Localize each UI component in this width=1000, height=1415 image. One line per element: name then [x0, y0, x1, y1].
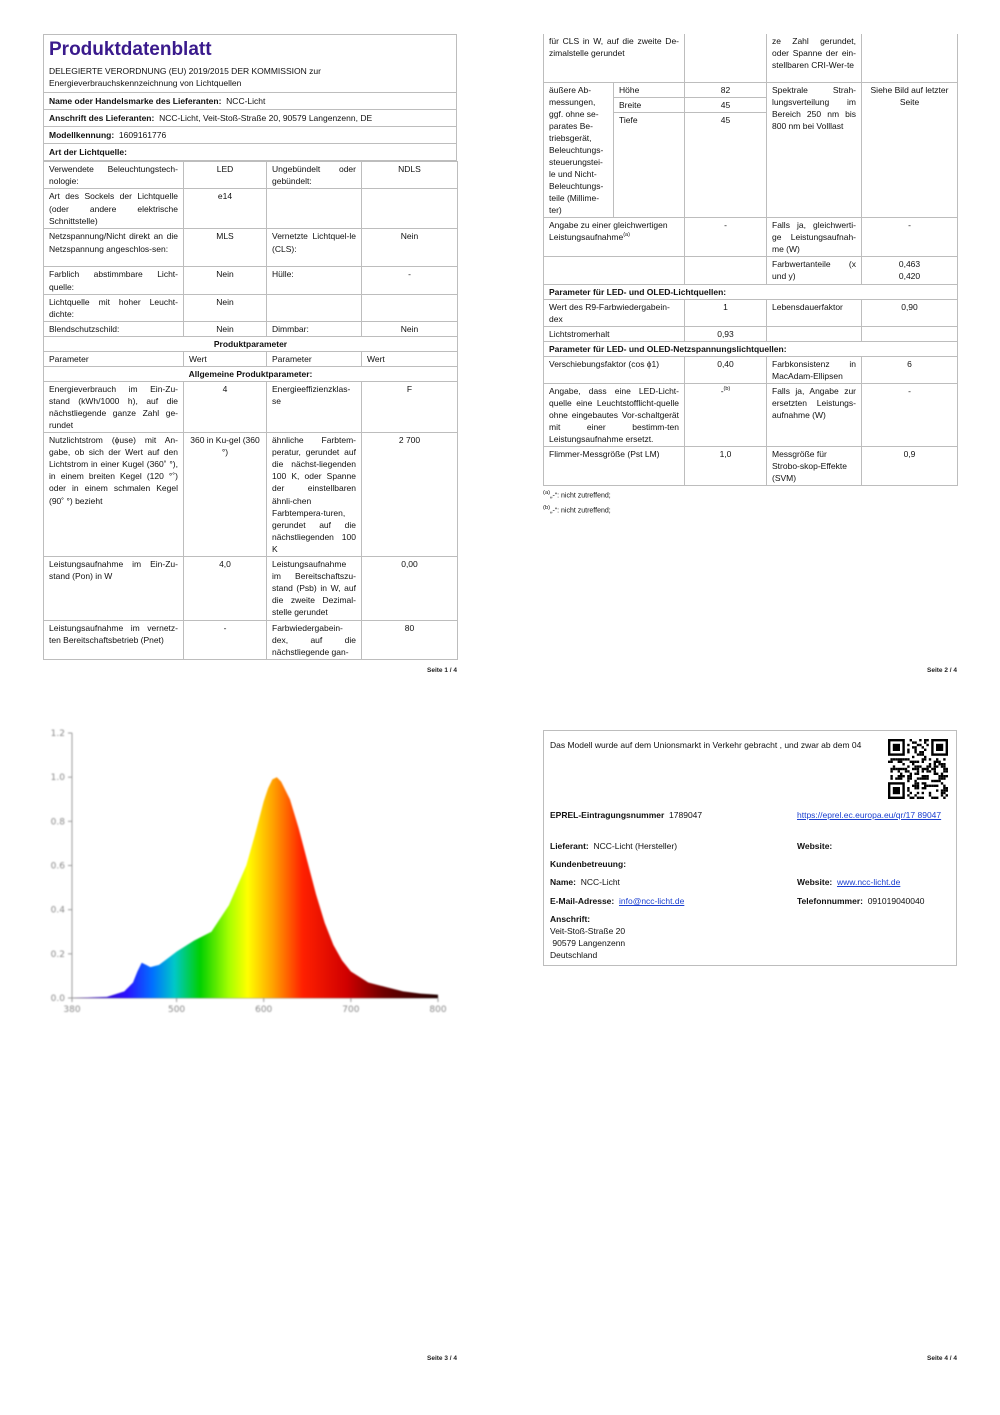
y-tick-label: 0.0	[50, 994, 65, 1004]
general-cell-value: 4	[184, 381, 267, 432]
equiv-power-label	[544, 218, 685, 257]
depth-label: Tiefe	[614, 113, 685, 218]
type-cell-value: NDLS	[362, 162, 458, 189]
spectrum-chart	[38, 725, 448, 1020]
model-id: 1609161776	[118, 130, 167, 141]
supplier-row	[550, 840, 677, 852]
page-number-4: Seite 4 / 4	[927, 1355, 957, 1362]
macadam-value: 6	[862, 356, 958, 383]
general-cell-label: ähnliche Farbtem-peratur, gerundet auf die nächst-liegenden 100 K, oder Spanne der einstellbaren ähnli-chen Farbtempera-turen, gerundet auf die nächstliegenden 100 K	[267, 433, 362, 557]
mains-section-heading: Parameter für LED- und OLED-Netzspannungslichtquellen:	[544, 341, 958, 356]
y-tick-label: 0.8	[50, 817, 65, 828]
equiv-power-right-value: -	[862, 218, 958, 257]
cls-standby-label: für CLS in W, auf die zweite De-zimalstelle gerundet	[544, 34, 685, 82]
name-row	[550, 876, 620, 888]
type-cell-value	[362, 294, 458, 321]
general-cell-label: Leistungsaufnahme im vernetz-ten Bereitschaftsbetrieb (Pnet)	[44, 620, 184, 659]
equiv-power-value: -	[685, 218, 767, 257]
supplier-value: NCC-Licht (Hersteller)	[593, 841, 678, 851]
power-factor-label: Verschiebungsfaktor (cos ϕ1)	[544, 356, 685, 383]
cri-value-cont	[862, 34, 958, 82]
eprel-link[interactable]: https://eprel.ec.europa.eu/qr/17 89047	[797, 810, 942, 820]
general-cell-value: 0,00	[362, 557, 458, 620]
y-tick-label: 1.2	[50, 729, 65, 739]
replacement-right-value: -	[862, 383, 958, 446]
type-cell-value: Nein	[184, 294, 267, 321]
y-tick-label: 0.2	[50, 949, 65, 960]
qr-code-icon[interactable]	[888, 739, 948, 799]
email-link[interactable]: info@ncc-licht.de	[618, 896, 685, 906]
email-row	[550, 895, 684, 907]
website2-link[interactable]: www.ncc-licht.de	[837, 877, 901, 887]
equiv-power-text: Angabe zu einer gleichwertigen Leistungsaufnahme	[549, 220, 668, 243]
page-number-1: Seite 1 / 4	[427, 667, 457, 674]
type-cell-label: Hülle:	[267, 267, 362, 294]
width-value: 45	[685, 97, 767, 112]
col-header-value-2: Wert	[362, 351, 458, 366]
general-cell-label: Energieeffizienzklas-se	[267, 381, 362, 432]
general-cell-value: F	[362, 381, 458, 432]
chroma-empty-value	[685, 257, 767, 284]
email-label: E-Mail-Adresse:	[550, 896, 615, 906]
lifetime-label: Lebensdauerfaktor	[767, 299, 862, 326]
width-label: Breite	[614, 97, 685, 112]
equiv-power-sup: (a)	[623, 232, 630, 239]
general-row	[44, 381, 458, 432]
svm-value: 0,9	[862, 447, 958, 486]
page-2	[543, 34, 957, 518]
header-block	[43, 34, 457, 161]
eprel-row	[550, 809, 702, 821]
cls-standby-value	[685, 34, 767, 82]
type-cell-label: Blendschutzschild:	[44, 321, 184, 336]
flux-maintenance-value: 0,93	[685, 326, 767, 341]
light-source-type-label: Art der Lichtquelle:	[44, 144, 456, 161]
document-title: Produktdatenblatt	[49, 39, 212, 60]
power-factor-value: 0,40	[685, 356, 767, 383]
type-cell-label	[267, 189, 362, 229]
address-line-2: 90579 Langenzenn	[550, 938, 626, 948]
y-tick-label: 1.0	[50, 773, 65, 784]
svm-label: Messgröße für Strobo-skop-Effekte (SVM)	[767, 447, 862, 486]
x-tick-label: 700	[342, 1005, 360, 1015]
website2-label: Website:	[797, 877, 833, 887]
supplier-address-label: Anschrift des Lieferanten:	[49, 113, 155, 124]
chroma-x: 0,463	[898, 259, 921, 270]
general-row	[44, 557, 458, 620]
phone-value: 091019040040	[867, 896, 925, 906]
general-cell-value: 360 in Ku-gel (360 °)	[184, 433, 267, 557]
spectrum-svg	[38, 725, 448, 1020]
replacement-dash: -	[720, 385, 724, 396]
dimensions-label: äußere Ab-messungen, ggf. ohne se-parates Be-triebsgerät, Beleuchtungs-steuerungstei-le und Nicht-Beleuchtungs-teile (Millime-ter)	[544, 82, 614, 218]
name-label: Name:	[550, 877, 576, 887]
flicker-value: 1,0	[685, 447, 767, 486]
replacement-label: Angabe, dass eine LED-Licht-quelle eine Leuchtstofflicht-quelle ohne eingebautes Vor-schaltgerät mit einer bestimm-ten Leistungsaufnahme ersetzt.	[544, 383, 685, 446]
general-cell-value: -	[184, 620, 267, 659]
supplier-name: NCC-Licht	[226, 96, 266, 107]
type-cell-label: Ungebündelt oder gebündelt:	[267, 162, 362, 189]
product-params-heading: Produktparameter	[44, 336, 458, 351]
type-cell-value: Nein	[184, 321, 267, 336]
lifetime-value: 0,90	[862, 299, 958, 326]
chroma-value	[862, 257, 958, 284]
x-tick-label: 600	[255, 1005, 273, 1015]
equiv-power-right-label: Falls ja, gleichwerti-ge Leistungsaufnah-me (W)	[767, 218, 862, 257]
replacement-right-label: Falls ja, Angabe zur ersetzten Leistungs-aufnahme (W)	[767, 383, 862, 446]
general-cell-value: 2 700	[362, 433, 458, 557]
spectrum-area	[72, 777, 438, 998]
params-continued-table	[543, 34, 958, 486]
page-number-2: Seite 2 / 4	[927, 667, 957, 674]
type-row	[44, 229, 458, 267]
phone-label: Telefonnummer:	[797, 896, 863, 906]
x-tick-label: 380	[63, 1005, 81, 1015]
type-cell-value	[362, 189, 458, 229]
height-label: Höhe	[614, 82, 685, 97]
type-row	[44, 267, 458, 294]
general-row	[44, 433, 458, 557]
type-cell-value: e14	[184, 189, 267, 229]
website-label: Website:	[797, 841, 833, 851]
market-text: Das Modell wurde auf dem Unionsmarkt in Verkehr gebracht , und zwar ab dem 04	[550, 740, 862, 750]
page-4	[543, 730, 957, 966]
macadam-label: Farbkonsistenz in MacAdam-Ellipsen	[767, 356, 862, 383]
supplier-name-label: Name oder Handelsmarke des Lieferanten:	[49, 96, 222, 107]
page-number-3: Seite 3 / 4	[427, 1355, 457, 1362]
col-header-param-2: Parameter	[267, 351, 362, 366]
r9-label: Wert des R9-Farbwiedergabein-dex	[544, 299, 685, 326]
chroma-empty	[544, 257, 685, 284]
y-tick-label: 0.6	[50, 861, 65, 872]
general-cell-label: Leistungsaufnahme im Ein-Zu-stand (Pon) in W	[44, 557, 184, 620]
spectral-value: Siehe Bild auf letzter Seite	[862, 82, 958, 218]
general-cell-label: Nutzlichtstrom (ϕuse) mit An-gabe, ob sich der Wert auf den Lichtstrom in einer Kugel (360˚ °), in einem breiten Kegel (120 °˚) oder in einem schmalen Kegel (90˚ °) bezieht	[44, 433, 184, 557]
name-value: NCC-Licht	[580, 877, 620, 887]
eprel-label: EPREL-Eintragungsnummer	[550, 810, 665, 820]
general-cell-label: Leistungsaufnahme im Bereitschaftszu-stand (Psb) in W, auf die zweite Dezimal-stelle gerundet	[267, 557, 362, 620]
type-cell-value: LED	[184, 162, 267, 189]
general-cell-value: 80	[362, 620, 458, 659]
replacement-value	[685, 383, 767, 446]
type-cell-label: Art des Sockels der Lichtquelle (oder andere elektrische Schnittstelle)	[44, 189, 184, 229]
y-tick-label: 0.4	[50, 905, 65, 916]
website2-row	[797, 876, 900, 888]
col-header-param-1: Parameter	[44, 351, 184, 366]
footnote-b: $^{(b)}$„-“: nicht zutreffend;	[543, 504, 611, 515]
flux-maintenance-empty-value	[862, 326, 958, 341]
model-label: Modellkennung:	[49, 130, 115, 141]
flicker-label: Flimmer-Messgröße (Pst LM)	[544, 447, 685, 486]
depth-value: 45	[685, 113, 767, 218]
type-cell-label	[267, 294, 362, 321]
type-cell-label: Netzspannung/Nicht direkt an die Netzspannung angeschlos-sen:	[44, 229, 184, 267]
type-cell-value: MLS	[184, 229, 267, 267]
replacement-sup: (b)	[723, 386, 731, 393]
light-source-type-table	[43, 161, 458, 659]
general-params-heading: Allgemeine Produktparameter:	[44, 366, 458, 381]
chroma-y: 0,420	[898, 271, 921, 282]
led-section-heading: Parameter für LED- und OLED-Lichtquellen:	[544, 284, 958, 299]
supplier-label: Lieferant:	[550, 841, 589, 851]
type-cell-label: Lichtquelle mit hoher Leucht-dichte:	[44, 294, 184, 321]
phone-row	[797, 895, 924, 907]
chroma-label: Farbwertanteile (x und y)	[767, 257, 862, 284]
type-row	[44, 189, 458, 229]
type-row	[44, 321, 458, 336]
flux-maintenance-label: Lichtstromerhalt	[544, 326, 685, 341]
type-row	[44, 294, 458, 321]
address-label: Anschrift:	[550, 914, 591, 924]
type-cell-label: Dimmbar:	[267, 321, 362, 336]
eprel-value: 1789047	[669, 810, 703, 820]
r9-value: 1	[685, 299, 767, 326]
regulation-text: DELEGIERTE VERORDNUNG (EU) 2019/2015 DER KOMMISSION zur Energieverbrauchskennzeichnung von Lichtquellen	[44, 65, 456, 93]
type-cell-value: Nein	[362, 321, 458, 336]
x-tick-label: 500	[167, 1005, 186, 1015]
footnote-a: $^{(a)}$„-“: nicht zutreffend;	[543, 490, 611, 500]
type-cell-value: Nein	[362, 229, 458, 267]
x-tick-label: 800	[429, 1005, 447, 1015]
footnotes	[543, 489, 957, 516]
type-cell-value: Nein	[184, 267, 267, 294]
type-cell-label: Verwendete Beleuchtungstech-nologie:	[44, 162, 184, 189]
support-label: Kundenbetreuung:	[550, 859, 627, 869]
address-line-1: Veit-Stoß-Straße 20	[550, 926, 626, 936]
address-line-3: Deutschland	[550, 950, 598, 960]
type-row	[44, 162, 458, 189]
height-value: 82	[685, 82, 767, 97]
page-1	[43, 34, 457, 660]
spectral-label: Spektrale Strah-lungsverteilung im Bereich 250 nm bis 800 nm bei Volllast	[767, 82, 862, 218]
supplier-address: NCC-Licht, Veit-Stoß-Straße 20, 90579 Langenzenn, DE	[159, 113, 373, 124]
type-cell-value: -	[362, 267, 458, 294]
type-cell-label: Farblich abstimmbare Licht-quelle:	[44, 267, 184, 294]
col-header-value-1: Wert	[184, 351, 267, 366]
type-cell-label: Vernetzte Lichtquel-le (CLS):	[267, 229, 362, 267]
general-cell-label: Energieverbrauch im Ein-Zu-stand (kWh/1000 h), auf die nächstliegende ganze Zahl ge-rundet	[44, 381, 184, 432]
general-row	[44, 620, 458, 659]
flux-maintenance-empty	[767, 326, 862, 341]
cri-label-cont: ze Zahl gerundet, oder Spanne der ein-stellbaren CRI-Wer-te	[767, 34, 862, 82]
general-cell-value: 4,0	[184, 557, 267, 620]
general-cell-label: Farbwiedergabein-dex, auf die nächstliegende gan-	[267, 620, 362, 659]
